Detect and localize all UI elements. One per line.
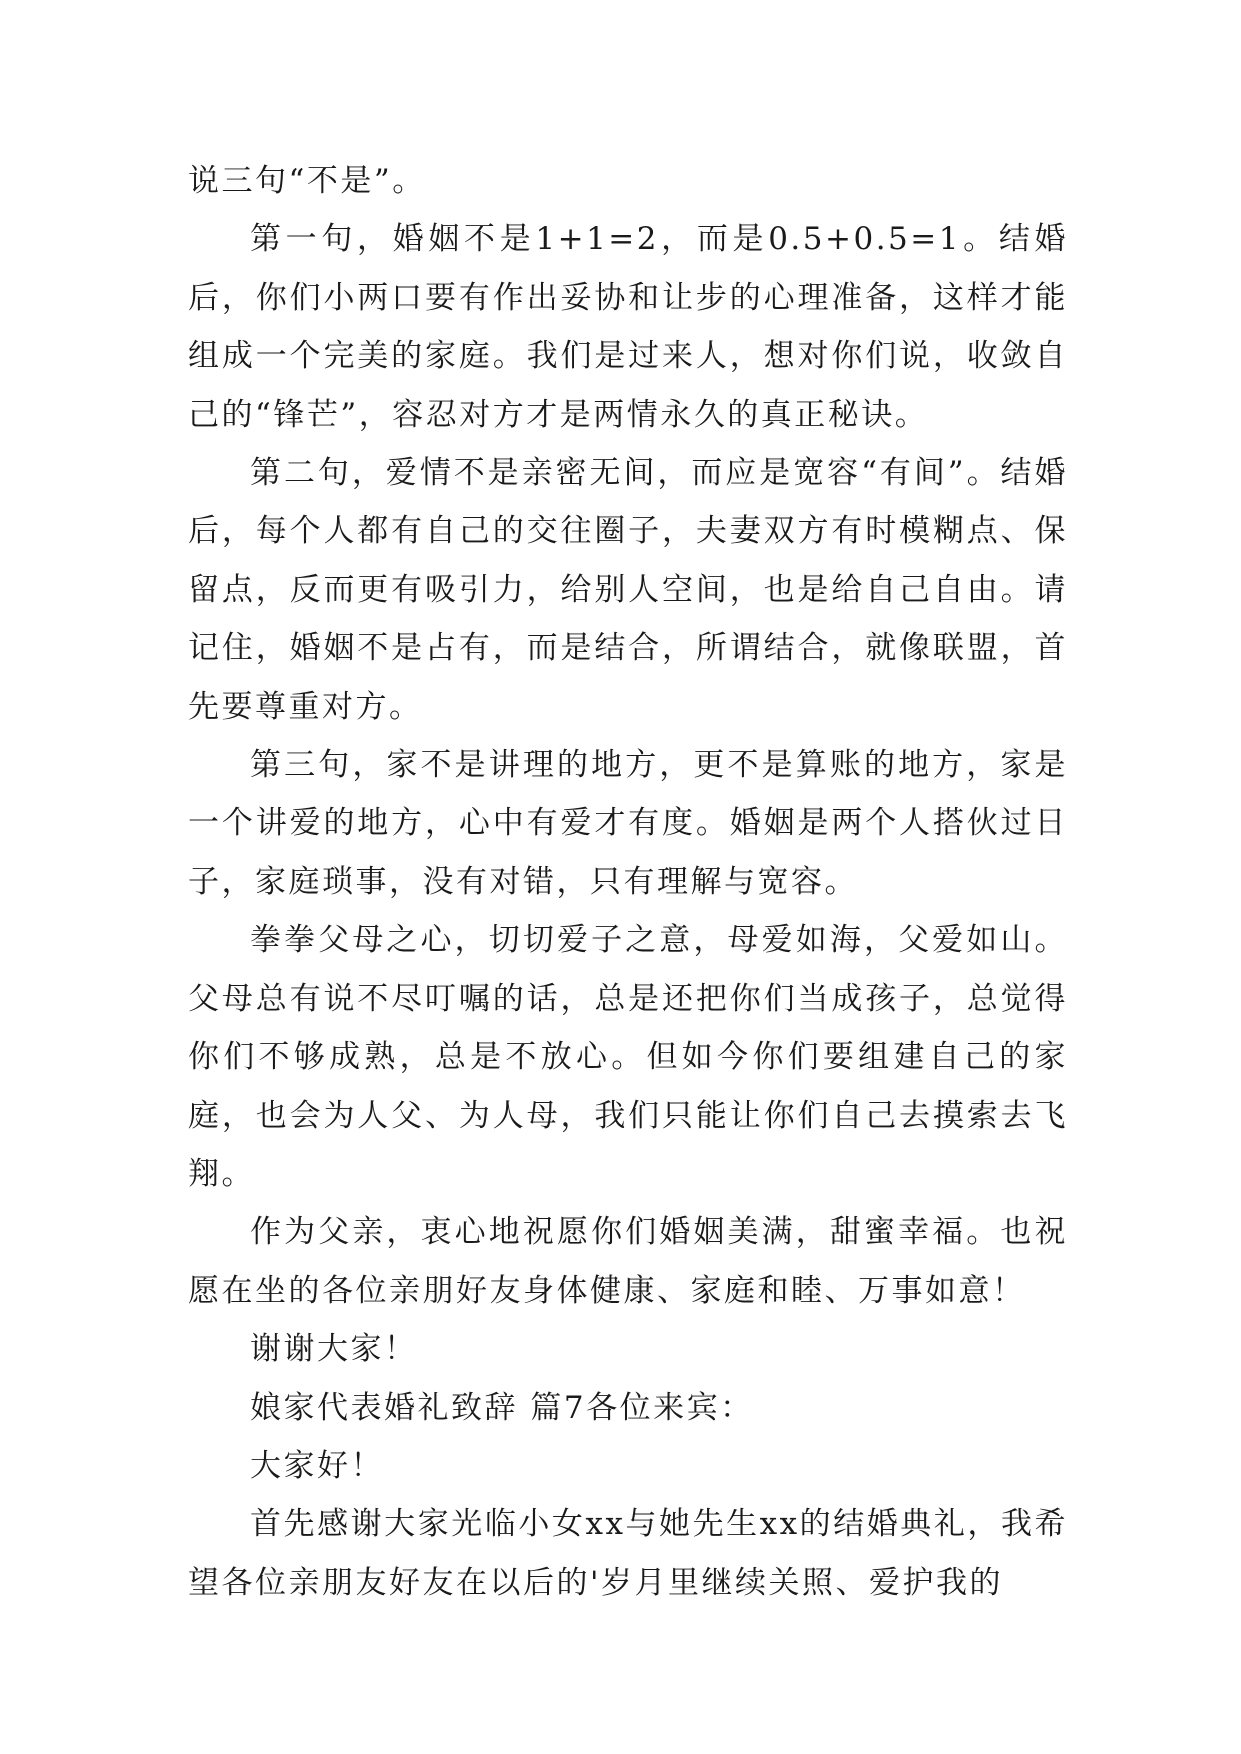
paragraph-opening: 首先感谢大家光临小女xx与她先生xx的结婚典礼，我希望各位亲朋友好友在以后的'岁月里继续关照、爱护我的 bbox=[188, 1506, 1068, 1601]
section-heading: 娘家代表婚礼致辞 篇7各位来宾： bbox=[250, 1389, 754, 1426]
paragraph-thanks: 谢谢大家！ bbox=[250, 1331, 418, 1368]
paragraph-second-sentence: 第二句，爱情不是亲密无间，而应是宽容“有间”。结婚后，每个人都有自己的交往圈子，夫妻双方有时模糊点、保留点，反而更有吸引力，给别人空间，也是给自己自由。请记住，婚姻不是占有，而是结合，所谓结合，就像联盟，首先要尊重对方。 bbox=[188, 455, 1068, 725]
document-body bbox=[188, 152, 1068, 1612]
paragraph-third-sentence: 第三句，家不是讲理的地方，更不是算账的地方，家是一个讲爱的地方，心中有爱才有度。婚姻是两个人搭伙过日子，家庭琐事，没有对错，只有理解与宽容。 bbox=[188, 747, 1068, 900]
paragraph-greeting: 大家好！ bbox=[250, 1447, 384, 1484]
paragraph-continuation: 说三句“不是”。 bbox=[188, 163, 426, 199]
paragraph-parents-heart: 拳拳父母之心，切切爱子之意，母爱如海，父爱如山。父母总有说不尽叮嘱的话，总是还把你们当成孩子，总觉得你们不够成熟，总是不放心。但如今你们要组建自己的家庭，也会为人父、为人母，我们只能让你们自己去摸索去飞翔。 bbox=[188, 922, 1068, 1192]
paragraph-blessing: 作为父亲，衷心地祝愿你们婚姻美满，甜蜜幸福。也祝愿在坐的各位亲朋好友身体健康、家庭和睦、万事如意！ bbox=[188, 1214, 1068, 1309]
paragraph-first-sentence: 第一句，婚姻不是1+1=2，而是0.5+0.5=1。结婚后，你们小两口要有作出妥协和让步的心理准备，这样才能组成一个完美的家庭。我们是过来人，想对你们说，收敛自己的“锋芒”，容忍对方才是两情永久的真正秘诀。 bbox=[188, 221, 1068, 433]
